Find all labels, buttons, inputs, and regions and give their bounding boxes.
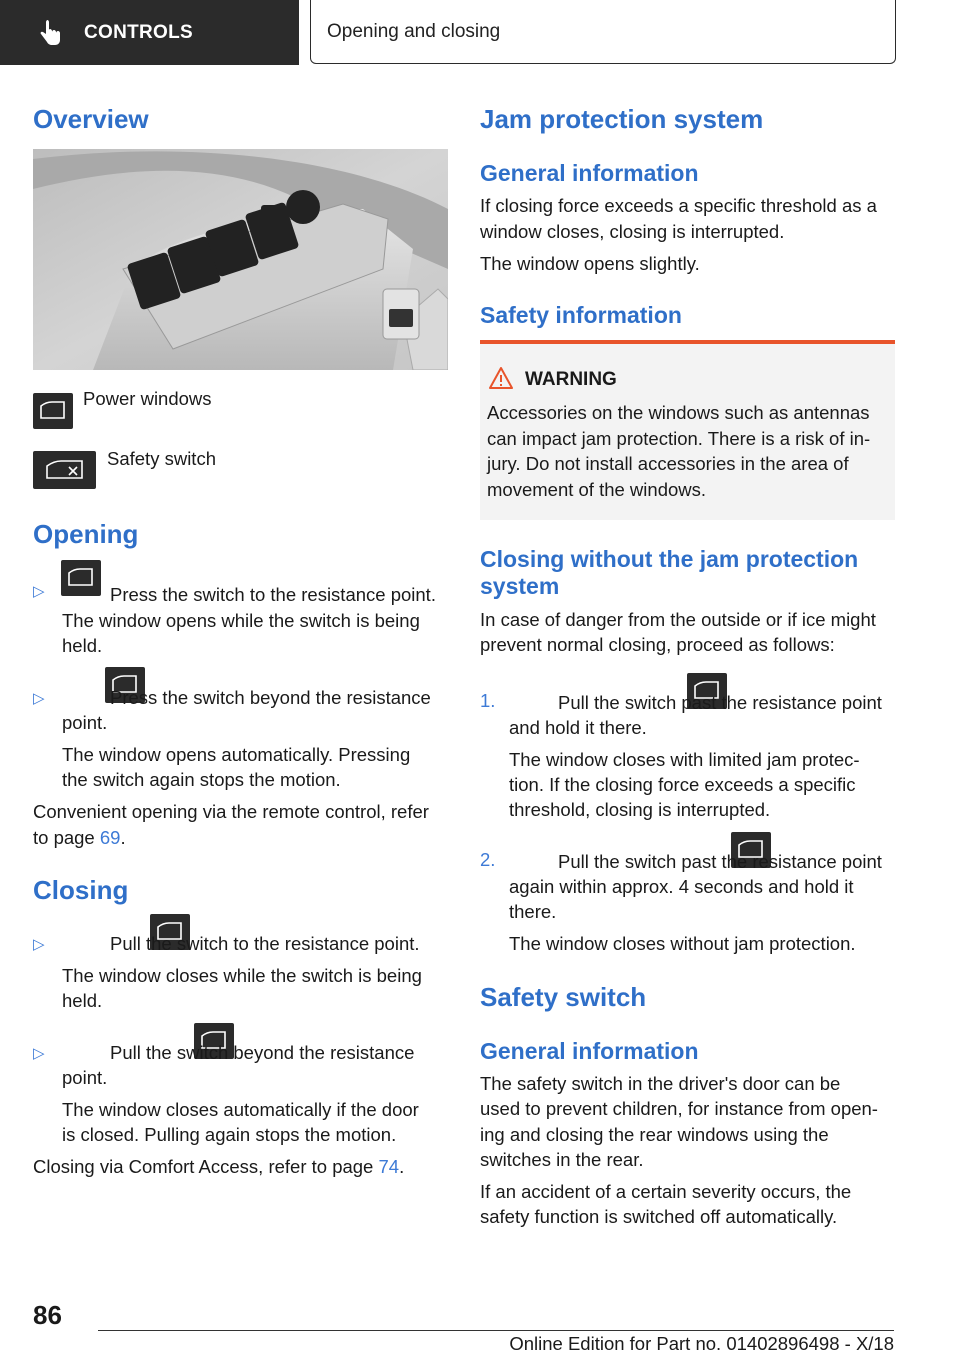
safety-switch-line-5: If an accident of a certain severity occurs, the — [480, 1181, 852, 1202]
warning-triangle-icon — [488, 366, 514, 390]
warning-title: WARNING — [525, 369, 617, 390]
opening-item-2-text-cont: point. — [62, 712, 108, 733]
safety-switch-line-1: The safety switch in the driver's door can be — [480, 1073, 841, 1094]
closing-item-1-detail-2: held. — [62, 990, 103, 1011]
closing-note-text: Closing via Comfort Access, refer to page — [33, 1156, 379, 1177]
legend-label-power-windows: Power windows — [83, 388, 212, 409]
step-1-detail: The window closes with limited jam protec- — [509, 749, 860, 770]
step-number-2: 2. — [480, 849, 496, 870]
bullet-triangle-icon: ▷ — [33, 690, 45, 707]
opening-item-1-text: Press the switch to the resistance point. — [110, 584, 436, 605]
general-information-heading: General information — [480, 160, 699, 186]
general-info-text-3: The window opens slightly. — [480, 253, 700, 274]
jam-protection-heading: Jam protection system — [480, 104, 764, 134]
legend-item-power-windows — [33, 393, 73, 429]
general-info-text-2: window closes, closing is interrupted. — [480, 221, 785, 242]
power-window-icon — [61, 560, 101, 596]
safety-switch-line-2: used to prevent children, for instance from open- — [480, 1098, 878, 1119]
step-1-text-2: and hold it there. — [509, 717, 647, 738]
page-link-74[interactable]: 74 — [378, 1156, 400, 1177]
safety-switch-line-3: ing and closing the rear windows using the — [480, 1124, 829, 1145]
closing-item-2-text: Pull the switch beyond the resistance — [110, 1042, 415, 1063]
header-title: Opening and closing — [327, 20, 501, 42]
opening-item-2-detail: The window opens automatically. Pressing — [62, 744, 411, 765]
warning-line-4: movement of the windows. — [487, 479, 707, 500]
closing-item-1-detail: The window closes while the switch is being — [62, 965, 422, 986]
closing-item-2-detail-2: is closed. Pulling again stops the motion. — [62, 1124, 397, 1145]
closing-without-jam-heading: Closing without the jam protection — [480, 546, 859, 572]
warning-line-1: Accessories on the windows such as antennas — [487, 402, 870, 423]
hand-icon — [40, 20, 62, 46]
opening-note: Convenient opening via the remote control, refer — [33, 801, 429, 822]
safety-switch-heading: Safety switch — [480, 982, 647, 1012]
legend-label-safety-switch: Safety switch — [107, 448, 216, 469]
legend-item-safety-switch — [33, 451, 96, 489]
closing-heading: Closing — [33, 875, 129, 905]
warning-line-2: can impact jam protection. There is a risk of in- — [487, 428, 871, 449]
safety-switch-general-heading: General information — [480, 1038, 699, 1064]
warning-line-3: jury. Do not install accessories in the area of — [487, 453, 849, 474]
safety-switch-line-4: switches in the rear. — [480, 1149, 644, 1170]
step-1-detail-2: tion. If the closing force exceeds a specific — [509, 774, 856, 795]
page-number: 86 — [33, 1300, 62, 1330]
footer-divider — [98, 1330, 894, 1331]
closing-without-jam-text: In case of danger from the outside or if ice might — [480, 609, 876, 630]
closing-item-1-text: Pull the switch to the resistance point. — [110, 933, 420, 954]
opening-heading: Opening — [33, 519, 139, 549]
opening-item-2-detail-2: the switch again stops the motion. — [62, 769, 341, 790]
door-switch-panel-image — [33, 149, 448, 370]
safety-switch-icon — [33, 451, 96, 489]
step-2-text-2: again within approx. 4 seconds and hold it — [509, 876, 854, 897]
closing-note: Closing via Comfort Access, refer to page 74. — [33, 1156, 405, 1177]
step-2-detail: The window closes without jam protection. — [509, 933, 856, 954]
closing-item-2-detail: The window closes automatically if the door — [62, 1099, 419, 1120]
opening-note-ref-text: to page — [33, 827, 100, 848]
closing-without-jam-text-2: prevent normal closing, proceed as follows: — [480, 634, 835, 655]
footer-edition: Online Edition for Part no. 01402896498 - X/18 — [509, 1333, 894, 1354]
safety-information-heading: Safety information — [480, 302, 682, 328]
opening-item-1-detail-2: held. — [62, 635, 103, 656]
closing-item-2-text-cont: point. — [62, 1067, 108, 1088]
general-info-text: If closing force exceeds a specific threshold as a — [480, 195, 877, 216]
page-link-69[interactable]: 69 — [99, 827, 121, 848]
power-window-icon — [33, 393, 73, 429]
closing-without-jam-heading-cont: system — [480, 573, 560, 599]
opening-item-2-text: Press the switch beyond the resistance — [110, 687, 431, 708]
opening-note-ref: to page 69. — [33, 827, 126, 848]
step-1-text: Pull the switch past the resistance point — [558, 692, 882, 713]
opening-item-1-detail: The window opens while the switch is being — [62, 610, 420, 631]
header-section-label: CONTROLS — [84, 21, 194, 43]
header-title-box — [310, 0, 896, 64]
step-number-1: 1. — [480, 690, 496, 711]
overview-heading: Overview — [33, 104, 149, 134]
step-2-text-3: there. — [509, 901, 557, 922]
header-section-tab — [0, 0, 299, 65]
warning-box — [480, 340, 895, 520]
step-1-detail-3: threshold, closing is interrupted. — [509, 799, 771, 820]
bullet-triangle-icon: ▷ — [33, 936, 45, 953]
step-2-text: Pull the switch past the resistance point — [558, 851, 882, 872]
bullet-triangle-icon: ▷ — [33, 1045, 45, 1062]
safety-switch-line-6: safety function is switched off automatically. — [480, 1206, 838, 1227]
bullet-triangle-icon: ▷ — [33, 583, 45, 600]
